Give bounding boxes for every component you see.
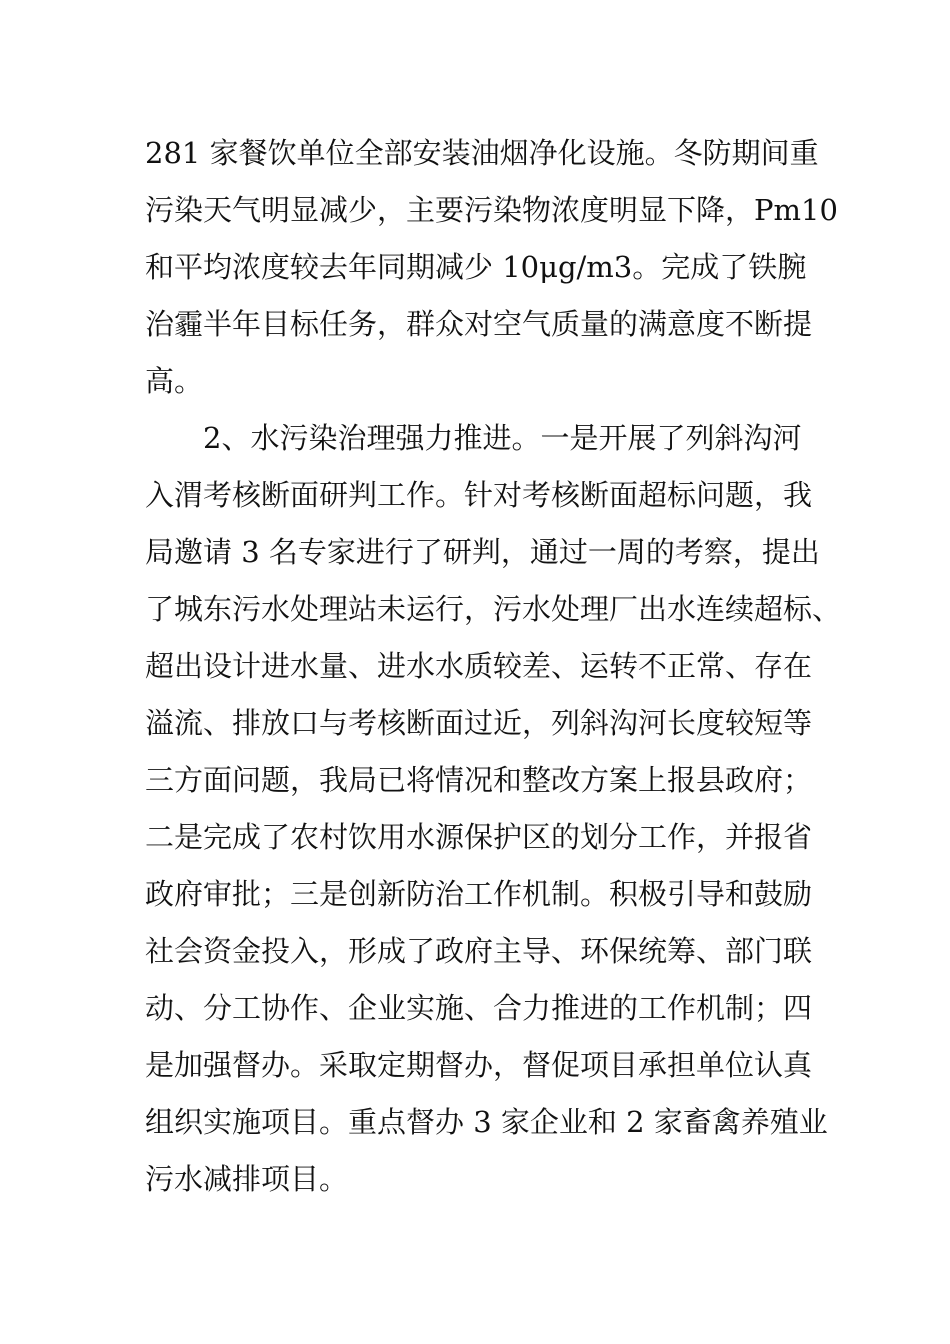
text-line: 局邀请 3 名专家进行了研判，通过一周的考察，提出 [145,535,820,569]
text-line: 污染天气明显减少，主要污染物浓度明显下降，Pm10 [145,193,838,227]
text-line: 入渭考核断面研判工作。针对考核断面超标问题，我 [145,478,813,512]
text-line: 三方面问题，我局已将情况和整改方案上报县政府； [145,763,813,797]
text-line: 是加强督办。采取定期督办，督促项目承担单位认真 [145,1048,813,1082]
text-line: 组织实施项目。重点督办 3 家企业和 2 家畜禽养殖业 [145,1105,828,1139]
text-line: 了城东污水处理站未运行，污水处理厂出水连续超标、 [145,592,842,626]
body-text [145,125,842,1208]
text-line: 社会资金投入，形成了政府主导、环保统筹、部门联 [145,934,813,968]
text-line: 高。 [145,364,204,398]
text-line: 动、分工协作、企业实施、合力推进的工作机制；四 [145,991,813,1025]
text-line: 治霾半年目标任务，群众对空气质量的满意度不断提 [145,307,813,341]
text-line: 281 家餐饮单位全部安装油烟净化设施。冬防期间重 [145,136,819,170]
text-line: 污水减排项目。 [145,1162,349,1196]
text-line: 政府审批；三是创新防治工作机制。积极引导和鼓励 [145,877,813,911]
text-line: 超出设计进水量、进水水质较差、运转不正常、存在 [145,649,813,683]
text-line: 和平均浓度较去年同期减少 10μg/m3。完成了铁腕 [145,250,807,284]
text-line: 溢流、排放口与考核断面过近，列斜沟河长度较短等 [145,706,813,740]
paragraph-start-line: 2、水污染治理强力推进。一是开展了列斜沟河 [203,421,802,455]
text-line: 二是完成了农村饮用水源保护区的划分工作，并报省 [145,820,813,854]
